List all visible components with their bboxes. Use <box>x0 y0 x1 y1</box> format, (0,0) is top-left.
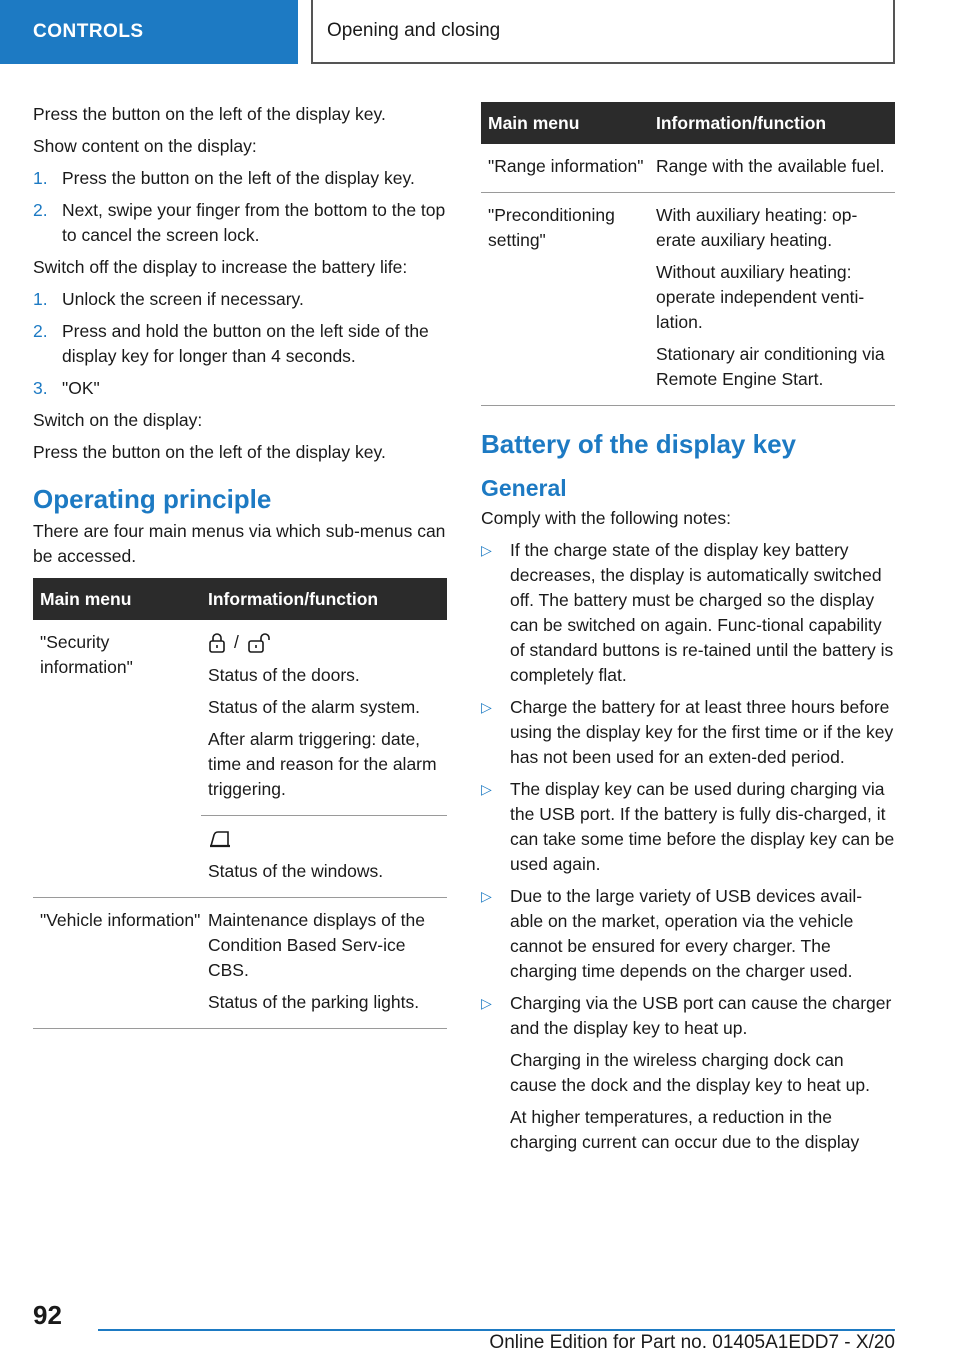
function-line: Status of the windows. <box>208 861 384 881</box>
section-heading: Operating principle <box>33 484 272 514</box>
list-item <box>481 538 895 688</box>
function-line: Status of the parking lights. <box>208 992 420 1012</box>
unlocked-lock-icon <box>247 633 273 653</box>
step-number: 1. <box>33 168 48 188</box>
function-line: Status of the alarm system. <box>208 697 421 717</box>
edition-note: Online Edition for Part no. 01405A1EDD7 - X/20 <box>489 1332 895 1353</box>
list-item <box>481 991 895 1155</box>
bullet-text: Charging via the USB port can cause the charger and the display key to heat up. <box>510 993 892 1038</box>
step-text: "OK" <box>62 378 100 398</box>
page-number: 92 <box>33 1300 62 1330</box>
subsection-heading: General <box>481 475 567 501</box>
triangle-bullet-icon: ▷ <box>481 781 492 797</box>
list-item <box>481 695 895 770</box>
bullet-text: If the charge state of the display key battery decreases, the display is automatically switched off. The battery must be charged so the display can be switched on again. Func-tional capability of standard buttons is re-tained until the battery is completely flat. <box>510 540 894 685</box>
paragraph: Switch off the display to increase the battery life: <box>33 257 408 277</box>
step-text: Press the button on the left of the display key. <box>62 168 415 188</box>
list-item <box>33 166 447 191</box>
column-header: Information/function <box>201 578 447 620</box>
chapter-title: Opening and closing <box>311 0 895 64</box>
column-header: Main menu <box>481 102 649 144</box>
step-text: Next, swipe your finger from the bottom to the top to cancel the screen lock. <box>62 200 446 245</box>
paragraph: Switch on the display: <box>33 410 203 430</box>
function-cell <box>649 193 895 406</box>
step-number: 3. <box>33 378 48 398</box>
column-header: Main menu <box>33 578 201 620</box>
list-item <box>33 287 447 312</box>
function-line: Stationary air conditioning via Remote Engine Start. <box>656 344 885 389</box>
icon-row <box>208 826 447 851</box>
menu-cell: "Vehicle information" <box>33 898 201 1029</box>
list-item <box>33 198 447 248</box>
window-icon <box>208 829 232 849</box>
function-line: Range with the available fuel. <box>656 156 885 176</box>
column-header: Information/function <box>649 102 895 144</box>
paragraph: There are four main menus via which sub-menus can be accessed. <box>33 521 446 566</box>
function-line: With auxiliary heating: op-erate auxiliary heating. <box>656 205 858 250</box>
step-text: Unlock the screen if necessary. <box>62 289 304 309</box>
menu-table <box>33 578 447 1029</box>
function-cell <box>201 816 447 898</box>
step-number: 1. <box>33 289 48 309</box>
triangle-bullet-icon: ▷ <box>481 995 492 1011</box>
left-column <box>33 102 447 1029</box>
function-cell <box>201 898 447 1029</box>
function-line: Status of the doors. <box>208 665 360 685</box>
icon-row <box>208 630 447 655</box>
list-item <box>481 777 895 877</box>
triangle-bullet-icon: ▷ <box>481 699 492 715</box>
function-line: After alarm triggering: date, time and reason for the alarm triggering. <box>208 729 437 799</box>
bullet-text: The display key can be used during charging via the USB port. If the battery is fully dis-charged, it can take some time before the display key can be used again. <box>510 779 895 874</box>
bullet-list <box>481 538 895 1155</box>
right-column <box>481 102 895 1162</box>
bullet-text: Charge the battery for at least three hours before using the display key for the first time or if the key has not been used for an exten-ded period. <box>510 697 894 767</box>
bullet-text: Due to the large variety of USB devices avail-able on the market, operation via the vehicle cannot be ensured for every charger. The charging time depends on the charger used. <box>510 886 863 981</box>
paragraph: Comply with the following notes: <box>481 508 731 528</box>
footer-divider <box>98 1329 895 1331</box>
paragraph: Press the button on the left of the display key. <box>33 442 386 462</box>
triangle-bullet-icon: ▷ <box>481 542 492 558</box>
list-item <box>33 376 447 401</box>
menu-cell: "Preconditioning setting" <box>481 193 649 406</box>
numbered-list <box>33 166 447 248</box>
door-closed-lock-icon <box>208 633 226 653</box>
menu-table-continued <box>481 102 895 406</box>
numbered-list <box>33 287 447 401</box>
menu-cell: "Range information" <box>481 144 649 193</box>
section-tab: CONTROLS <box>0 0 298 64</box>
bullet-continuation: Charging in the wireless charging dock can cause the dock and the display key to heat up. <box>510 1050 870 1095</box>
bullet-continuation: At higher temperatures, a reduction in the charging current can occur due to the display <box>510 1107 860 1152</box>
paragraph: Press the button on the left of the display key. <box>33 104 386 124</box>
step-number: 2. <box>33 200 48 220</box>
function-cell <box>649 144 895 193</box>
list-item <box>481 884 895 984</box>
triangle-bullet-icon: ▷ <box>481 888 492 904</box>
function-line: Maintenance displays of the Condition Based Serv-ice CBS. <box>208 910 425 980</box>
function-line: Without auxiliary heating: operate independent venti-lation. <box>656 262 865 332</box>
list-item <box>33 319 447 369</box>
step-text: Press and hold the button on the left side of the display key for longer than 4 seconds. <box>62 321 429 366</box>
step-number: 2. <box>33 321 48 341</box>
paragraph: Show content on the display: <box>33 136 257 156</box>
icon-separator: / <box>234 632 239 652</box>
menu-cell: "Security information" <box>33 620 201 898</box>
function-cell <box>201 620 447 816</box>
section-heading: Battery of the display key <box>481 429 796 459</box>
